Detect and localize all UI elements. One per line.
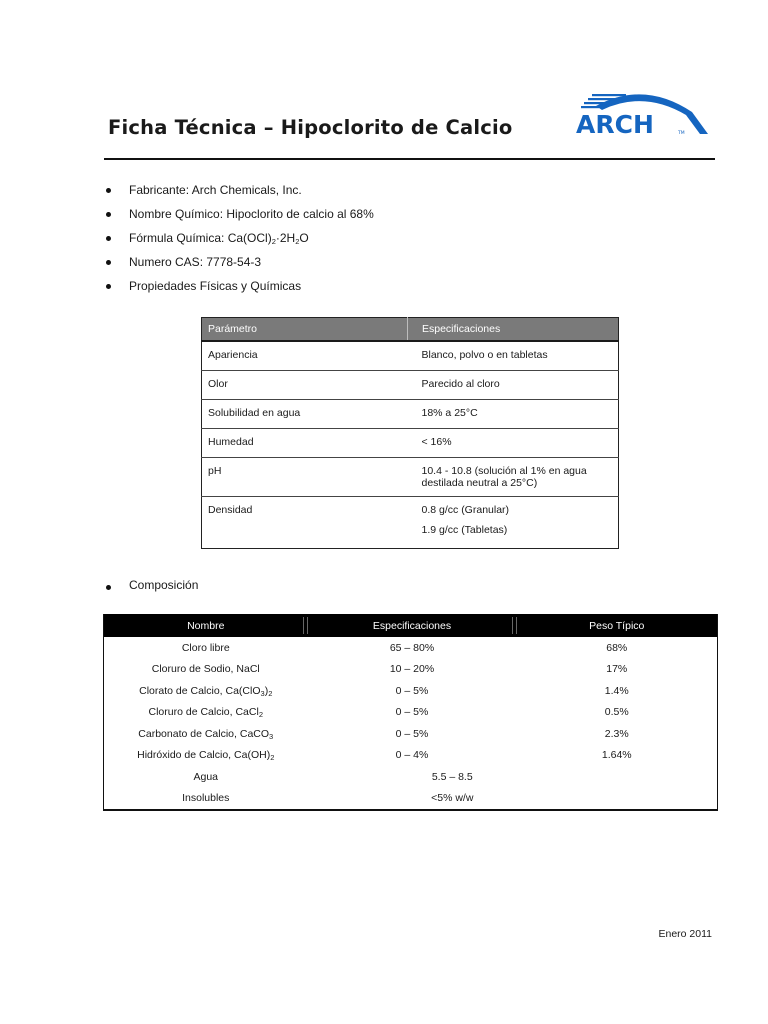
list-item-formula: [104, 229, 374, 253]
spec-cell: [408, 496, 619, 548]
logo-text: ARCH: [576, 110, 654, 138]
param-cell: Olor: [202, 370, 408, 399]
table-row: [104, 702, 718, 724]
spec-cell: 10 – 20%: [389, 663, 435, 676]
table-row: [104, 766, 718, 788]
spec-cell: 0 – 4%: [395, 749, 429, 762]
table-row: [202, 496, 619, 548]
page-title: Ficha Técnica – Hipoclorito de Calcio: [108, 116, 513, 139]
spec-cell: [408, 457, 619, 496]
merged-cell: <5% w/w: [431, 792, 474, 805]
logo-tm: TM: [678, 131, 685, 136]
spec-line-2: destilada neutral a 25°C): [421, 476, 538, 489]
spec-line-1: 10.4 - 10.8 (solución al 1% en agua: [421, 464, 587, 477]
table-row: [104, 637, 718, 659]
table-row: [202, 341, 619, 370]
nombre-cell: Insolubles: [182, 792, 230, 805]
formula-suffix: O: [299, 231, 309, 245]
header-especificaciones: Especificaciones: [408, 318, 619, 342]
nombre-cell: Carbonato de Calcio, CaCO$_3$: [138, 727, 274, 741]
table-row: [104, 745, 718, 767]
peso-cell: 68%: [606, 641, 628, 654]
table-row: [104, 723, 718, 745]
section-composicion: Composición: [104, 578, 198, 592]
spec-line-2: 1.9 g/cc (Tabletas): [421, 523, 508, 536]
spec-cell: Parecido al cloro: [408, 370, 619, 399]
nombre-cell: Cloruro de Calcio, CaCl$_2$: [148, 706, 263, 720]
peso-cell: 1.4%: [604, 684, 629, 697]
table-row: [202, 399, 619, 428]
param-cell: Apariencia: [202, 341, 408, 370]
param-cell: pH: [202, 457, 408, 496]
spec-line-1: 0.8 g/cc (Granular): [421, 503, 510, 516]
composition-header-row: [104, 614, 718, 637]
properties-table: [201, 317, 619, 549]
peso-cell: 0.5%: [604, 706, 629, 719]
spec-cell: 0 – 5%: [395, 727, 429, 740]
formula-prefix: Fórmula Química: Ca(OCl): [129, 231, 272, 245]
formula-sub-1: 2: [271, 237, 276, 246]
nombre-cell: Cloruro de Sodio, NaCl: [151, 663, 260, 676]
arch-logo: [574, 86, 714, 138]
list-item-fabricante: Fabricante: Arch Chemicals, Inc.: [104, 181, 374, 205]
merged-cell: 5.5 – 8.5: [431, 770, 473, 783]
formula-mid: ·2H: [275, 231, 296, 245]
param-cell: Densidad: [202, 496, 408, 548]
nombre-cell: Hidróxido de Calcio, $Ca(OH)_2$: [137, 749, 275, 763]
header-rule: [104, 158, 715, 160]
header-especificaciones: Especificaciones: [308, 614, 517, 637]
spec-cell: 65 – 80%: [389, 641, 435, 654]
param-cell: Humedad: [202, 428, 408, 457]
formula-sub-2: 2: [295, 237, 300, 246]
list-item-cas: Numero CAS: 7778-54-3: [104, 253, 374, 277]
param-cell: Solubilidad en agua: [202, 399, 408, 428]
header-parametro: Parámetro: [202, 318, 408, 342]
table-row: [104, 659, 718, 681]
table-row: [104, 788, 718, 811]
nombre-cell: Agua: [193, 770, 219, 783]
header-nombre: Nombre: [104, 614, 308, 637]
table-row: [202, 457, 619, 496]
list-item-nombre-quimico: Nombre Químico: Hipoclorito de calcio al 68%: [104, 205, 374, 229]
spec-cell: < 16%: [408, 428, 619, 457]
nombre-cell: Cloro libre: [181, 641, 230, 654]
info-list: [104, 181, 374, 301]
footer-date: Enero 2011: [658, 928, 712, 940]
table-row: [202, 370, 619, 399]
list-item-propiedades: Propiedades Físicas y Químicas: [104, 277, 374, 301]
nombre-cell: Clorato de Calcio, $Ca(ClO_3)_2$: [139, 684, 273, 698]
peso-cell: 17%: [606, 663, 628, 676]
spec-cell: 18% a 25°C: [408, 399, 619, 428]
composition-table: [103, 614, 718, 811]
peso-cell: 2.3%: [604, 727, 629, 740]
table-row: [202, 428, 619, 457]
spec-cell: 0 – 5%: [395, 706, 429, 719]
spec-cell: 0 – 5%: [395, 684, 429, 697]
peso-cell: 1.64%: [601, 749, 632, 762]
spec-cell: Blanco, polvo o en tabletas: [408, 341, 619, 370]
properties-header-row: [202, 318, 619, 342]
header-peso-tipico: Peso Típico: [517, 614, 718, 637]
table-row: [104, 680, 718, 702]
